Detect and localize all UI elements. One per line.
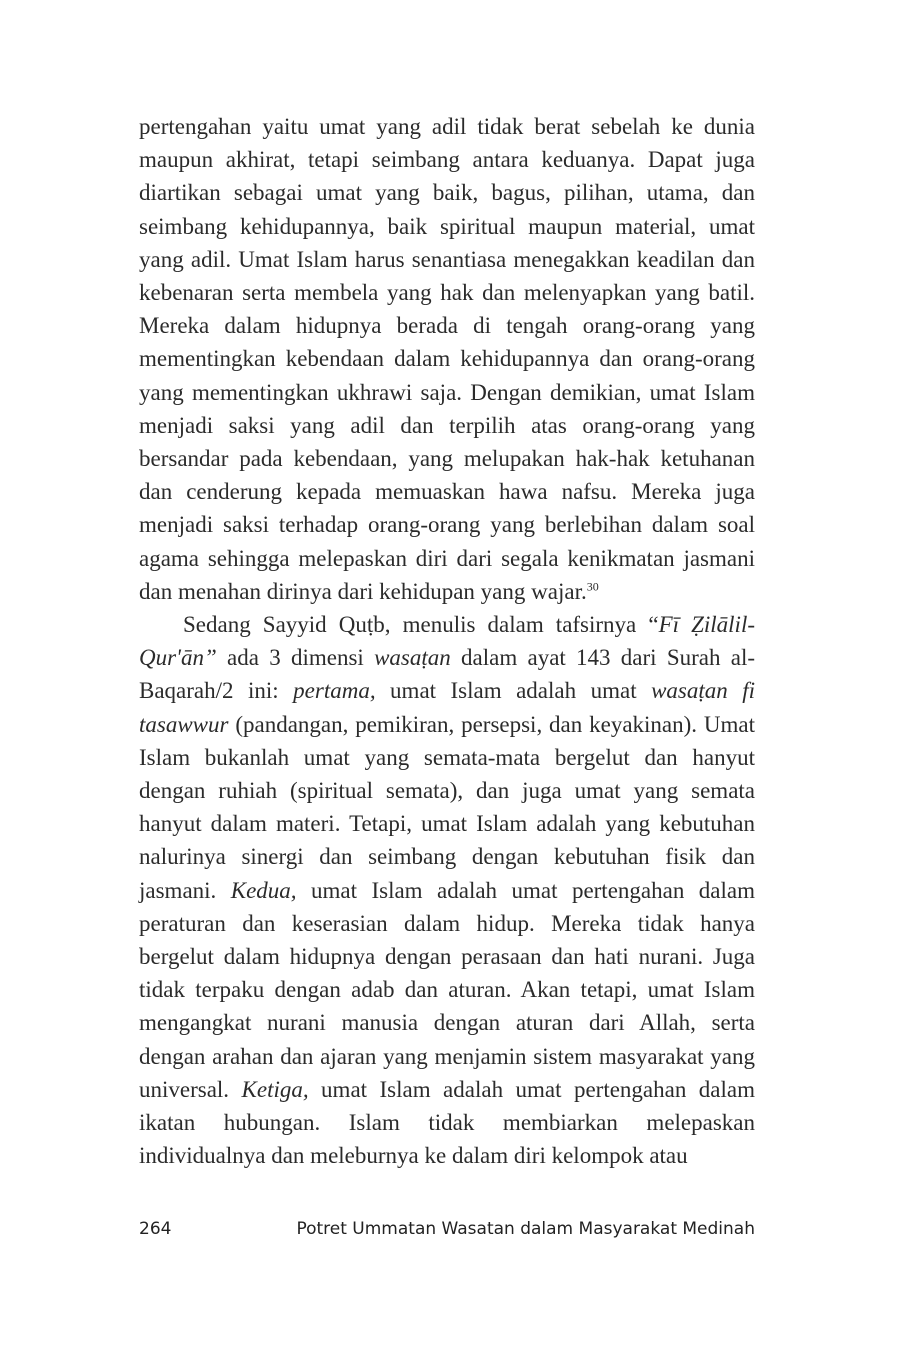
page-number: 264 [139, 1219, 172, 1239]
running-title: Potret Ummatan Wasatan dalam Masyarakat Medinah [296, 1219, 755, 1239]
footnote-reference: 30 [586, 579, 599, 594]
paragraph-text: umat Islam adalah umat [375, 678, 652, 704]
paragraph-text: umat Islam adalah umat pertengahan dalam ikatan hubungan. Islam tidak membiarkan melepaskan individualnya dan meleburnya ke dalam diri kelompok atau [139, 1076, 755, 1169]
paragraph-text: umat Islam adalah umat pertengahan dalam peraturan dan keserasian dalam hidup. Mereka tidak hanya bergelut dalam hidupnya dengan perasaan dan hati nurani. Juga tidak terpaku dengan adab dan aturan. Akan tetapi, umat Islam mengangkat nurani manusia dengan aturan dari Allah, serta dengan arahan dan ajaran yang menjamin sistem masyarakat yang universal. [139, 877, 755, 1102]
italic-term: Fī Ẓilālil-Qur'ān” [139, 612, 755, 671]
italic-term: Ketiga, [241, 1076, 309, 1102]
page-body [139, 110, 755, 1173]
paragraph-continued [139, 110, 755, 608]
italic-term: Kedua, [230, 877, 297, 903]
italic-term: wasaṭan fi tasawwur [139, 678, 756, 737]
paragraph-text: dalam ayat 143 dari Surah al-Baqarah/2 ini: [139, 645, 756, 704]
paragraph-text: ada 3 dimensi [216, 645, 375, 671]
paragraph-text: pertengahan yaitu umat yang adil tidak berat sebelah ke dunia maupun akhirat, tetapi seimbang antara keduanya. Dapat juga diartikan sebagai umat yang baik, bagus, pilihan, utama, dan seimbang kehidupannya, baik spiritual maupun material, umat yang adil. Umat Islam harus senantiasa menegakkan keadilan dan kebenaran serta membela yang hak dan melenyapkan yang batil. Mereka dalam hidupnya berada di tengah orang-orang yang mementingkan kebendaan dalam kehidupannya dan orang-orang yang mementingkan ukhrawi saja. Dengan demikian, umat Islam menjadi saksi yang adil dan terpilih atas orang-orang yang bersandar pada kebendaan, yang melupakan hak-hak ketuhanan dan cenderung kepada memuaskan hawa nafsu. Mereka juga menjadi saksi terhadap orang-orang yang berlebihan dalam soal agama sehingga melepaskan diri dari segala kenikmatan jasmani dan menahan dirinya dari kehidupan yang wajar. [139, 114, 755, 604]
paragraph-text: Sedang Sayyid Quṭb, menulis dalam tafsirnya “ [183, 612, 659, 638]
italic-term: wasaṭan [374, 645, 451, 671]
italic-term: pertama, [293, 678, 376, 704]
paragraph-sayyid-qutb [139, 608, 755, 1172]
paragraph-text: (pandangan, pemikiran, persepsi, dan keyakinan). Umat Islam bukanlah umat yang semata-mata bergelut dan hanyut dengan ruhiah (spiritual semata), dan juga umat yang semata hanyut dalam materi. Tetapi, umat Islam adalah yang kebutuhan nalurinya sinergi dan seimbang dengan kebutuhan fisik dan jasmani. [139, 711, 755, 903]
